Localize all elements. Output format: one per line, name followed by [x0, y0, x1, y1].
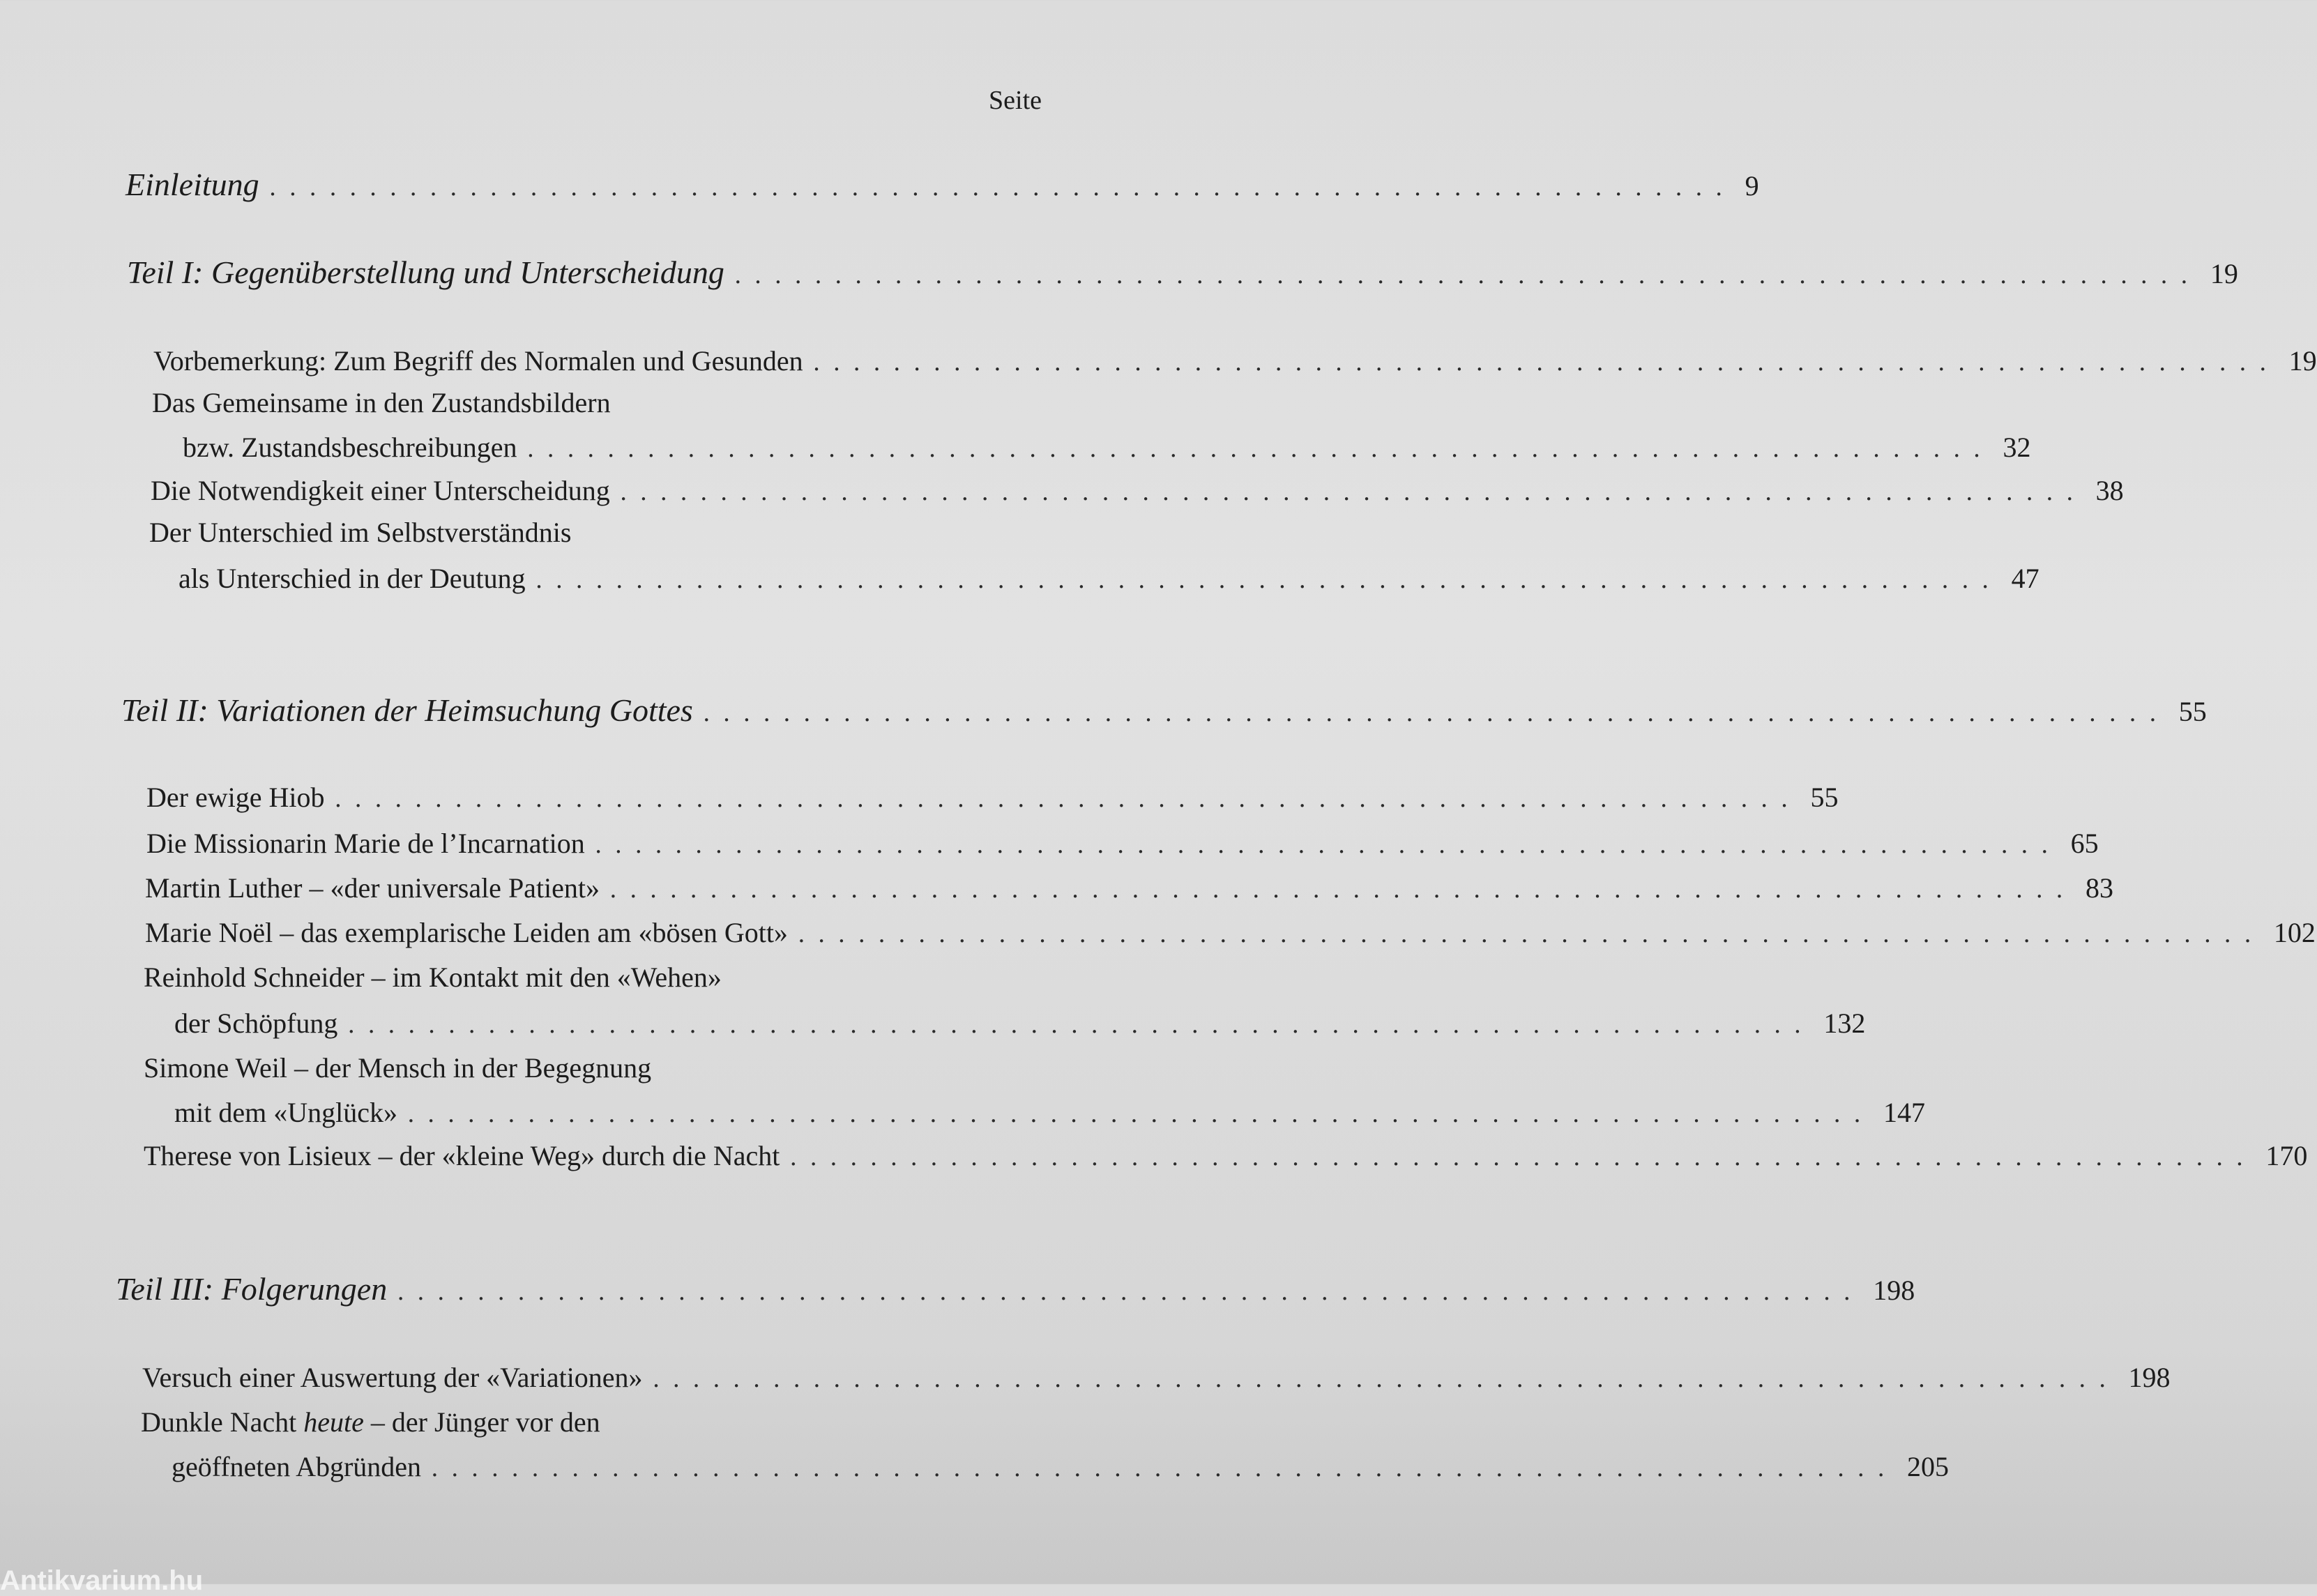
leader-dots: ......................................................................... — [397, 1278, 1864, 1306]
leader-dots: ......................................................................... — [702, 699, 2169, 727]
toc-entry-teil-2 — [121, 692, 2207, 729]
nacht-text-b: – der Jünger vor den — [363, 1406, 600, 1438]
leader-dots: ......................................................................... — [347, 1011, 1814, 1039]
page-number: 83 — [2086, 872, 2113, 904]
page-number: 147 — [1883, 1097, 1925, 1128]
toc-entry-teil-1 — [127, 254, 2238, 291]
entry-label: bzw. Zustandsbeschreibungen — [183, 432, 517, 463]
entry-label: Therese von Lisieux – der «kleine Weg» durch die Nacht — [144, 1140, 780, 1171]
leader-dots: ......................................................................... — [268, 174, 1735, 202]
entry-label: Vorbemerkung: Zum Begriff des Normalen und Gesunden — [153, 345, 803, 377]
seite-header: Seite — [989, 86, 1042, 115]
page-number: 170 — [2265, 1140, 2308, 1171]
leader-dots: ......................................................................... — [734, 261, 2201, 289]
page-number: 47 — [2011, 563, 2039, 594]
toc-entry-nacht — [172, 1450, 1950, 1483]
nacht-text-a: Dunkle Nacht — [141, 1406, 304, 1438]
toc-entry-weil — [174, 1096, 1925, 1129]
nacht-text-heute: heute — [303, 1406, 364, 1438]
page-number: 55 — [2178, 696, 2207, 727]
leader-dots: ......................................................................... — [334, 785, 1801, 813]
page-number: 9 — [1745, 170, 1759, 202]
entry-label: Marie Noël – das exemplarische Leiden am «bösen Gott» — [145, 917, 788, 948]
leader-dots: ......................................................................... — [812, 349, 2279, 377]
watermark: Antikvarium.hu — [0, 1565, 204, 1596]
toc-entry-nacht-line1 — [141, 1406, 600, 1438]
toc-entry-unterschied — [178, 562, 2039, 595]
entry-label: als Unterschied in der Deutung — [178, 563, 526, 594]
entry-label: Teil III: Folgerungen — [116, 1271, 388, 1307]
leader-dots: ......................................................................... — [535, 566, 2002, 594]
leader-dots: ......................................................................... — [407, 1100, 1874, 1128]
entry-label: Die Notwendigkeit einer Unterscheidung — [151, 475, 610, 506]
leader-dots: ......................................................................... — [797, 920, 2264, 948]
page-number: 198 — [2128, 1362, 2171, 1393]
entry-label: der Schöpfung — [174, 1008, 338, 1039]
toc-entry-noel — [145, 916, 2316, 949]
toc-entry-therese — [144, 1139, 2308, 1172]
toc-entry-schneider-line1: Reinhold Schneider – im Kontakt mit den «Wehen» — [144, 962, 722, 993]
entry-label: geöffneten Abgründen — [172, 1451, 422, 1482]
toc-entry-einleitung — [126, 166, 1759, 203]
page-number: 205 — [1907, 1451, 1950, 1482]
entry-label: Martin Luther – «der universale Patient» — [145, 872, 600, 904]
leader-dots: ......................................................................... — [789, 1143, 2256, 1171]
leader-dots: ......................................................................... — [609, 876, 2076, 904]
toc-entry-luther — [145, 872, 2113, 904]
page-number: 32 — [2003, 432, 2031, 463]
leader-dots: ......................................................................... — [594, 831, 2061, 859]
page-number: 19 — [2288, 345, 2317, 377]
page-number: 19 — [2210, 258, 2238, 289]
toc-entry-weil-line1: Simone Weil – der Mensch in der Begegnung — [144, 1052, 652, 1084]
toc-entry-notwendigkeit — [151, 474, 2124, 507]
entry-label: mit dem «Unglück» — [174, 1097, 397, 1128]
entry-label: Teil I: Gegenüberstellung und Unterscheidung — [127, 254, 724, 290]
page-number: 198 — [1873, 1275, 1915, 1306]
page-number: 132 — [1823, 1008, 1866, 1039]
toc-entry-unterschied-line1: Der Unterschied im Selbstverständnis — [149, 517, 572, 548]
entry-label: Teil II: Variationen der Heimsuchung Gottes — [121, 692, 693, 728]
toc-entry-hiob — [146, 781, 1839, 814]
leader-dots: ......................................................................... — [431, 1454, 1898, 1482]
toc-entry-vorbemerkung — [153, 344, 2317, 377]
entry-label: Der ewige Hiob — [146, 782, 325, 813]
page-number: 65 — [2070, 828, 2099, 859]
leader-dots: ......................................................................... — [619, 478, 2086, 506]
page-number: 55 — [1810, 782, 1839, 813]
leader-dots: ......................................................................... — [526, 435, 1993, 463]
toc-entry-gemeinsame — [183, 431, 2031, 464]
entry-label: Einleitung — [126, 167, 259, 202]
entry-label: Versuch einer Auswertung der «Variationen» — [142, 1362, 643, 1393]
entry-label: Die Missionarin Marie de l’Incarnation — [146, 828, 585, 859]
toc-entry-missionarin — [146, 827, 2099, 860]
page-number: 102 — [2273, 917, 2316, 948]
toc-entry-versuch — [142, 1361, 2171, 1394]
leader-dots: ......................................................................... — [652, 1365, 2119, 1393]
toc-entry-gemeinsame-line1: Das Gemeinsame in den Zustandsbildern — [152, 387, 611, 418]
toc-entry-teil-3 — [116, 1270, 1915, 1307]
toc-entry-schneider — [174, 1007, 1866, 1040]
page-number: 38 — [2095, 475, 2124, 506]
